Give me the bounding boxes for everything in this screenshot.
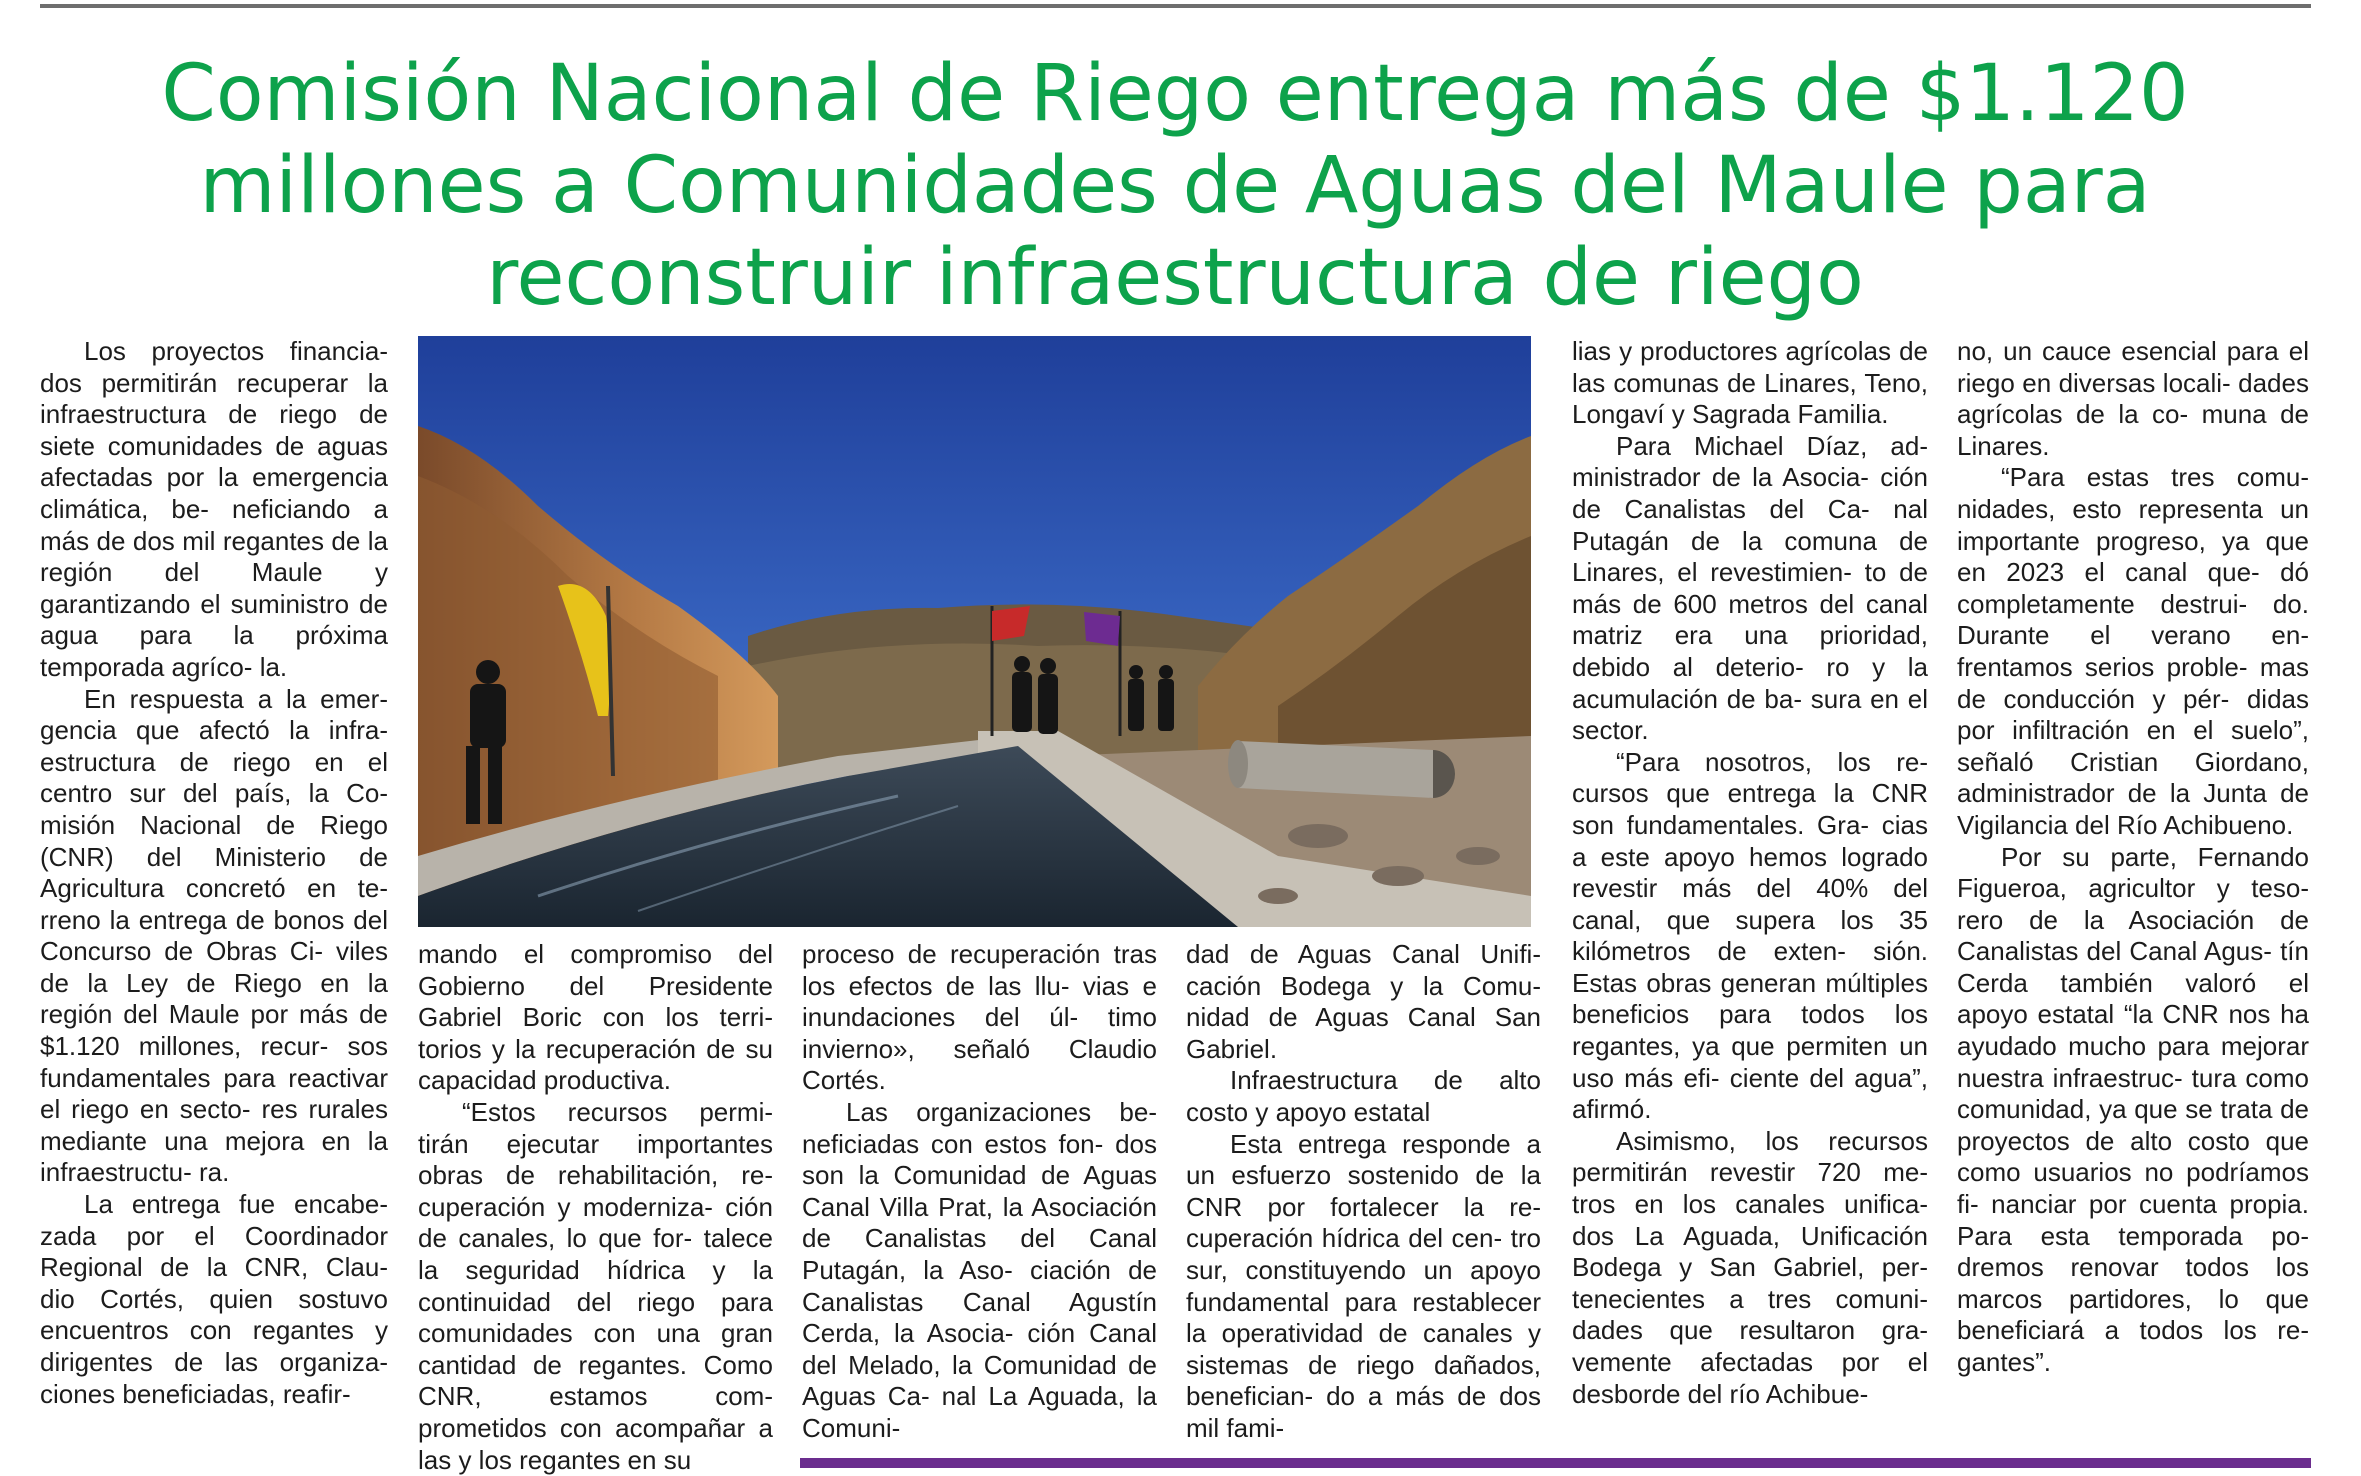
text-line: timo invierno», señaló — [802, 1002, 1157, 1064]
headline-line-2: millones a Comunidades de Aguas del Maule para — [199, 141, 2151, 231]
text-line: cuperación y moderniza- — [418, 1191, 713, 1222]
text-line: próxima temporada agríco- — [40, 620, 388, 682]
text-line: siete comunidades de — [40, 430, 305, 461]
paragraph — [802, 1097, 1157, 1445]
text-line: nidades, esto representa — [1957, 493, 2263, 524]
text-line: viles de la Ley de Riego en — [40, 936, 388, 998]
text-line: dio Cortés, quien sostuvo — [40, 1283, 388, 1314]
paragraph — [1957, 336, 2309, 462]
text-line: Figueroa, agricultor y teso- — [1957, 873, 2309, 904]
text-line: a un esfuerzo sostenido de — [1186, 1128, 1541, 1191]
text-line: ciación de Canalistas Canal — [802, 1254, 1157, 1317]
paragraph — [1957, 462, 2309, 841]
text-line: desborde del río Achibue- — [1572, 1378, 1869, 1409]
text-line: frentamos serios proble- — [1957, 651, 2248, 682]
text-line: Bodega y San Gabriel, per- — [1572, 1252, 1928, 1283]
text-line: suministro de agua para la — [40, 588, 388, 651]
canal-photo — [418, 336, 1531, 927]
text-line: dremos renovar todos los — [1957, 1252, 2309, 1283]
text-line: muna de Linares. — [1957, 399, 2309, 461]
text-line: ción de canales, lo que for- — [418, 1191, 773, 1254]
text-line: Las organizaciones be- — [846, 1096, 1157, 1127]
text-line: Como CNR, estamos com- — [418, 1349, 773, 1412]
headline — [60, 48, 2290, 324]
text-line: rreno la entrega de bonos — [40, 904, 345, 935]
text-line: Regional de la CNR, Clau- — [40, 1252, 388, 1283]
text-line: Maule y garantizando el — [40, 557, 388, 619]
text-line: de $1.120 millones, recur- — [40, 999, 388, 1062]
text-line: mas de conducción y pér- — [1957, 651, 2309, 714]
text-line: su capacidad productiva. — [418, 1033, 773, 1096]
text-line: tín Cerda también valoró el — [1957, 936, 2309, 998]
text-line: a las y los regantes en su — [418, 1412, 773, 1475]
text-line: Los proyectos financia- — [84, 336, 388, 366]
paragraph — [1186, 1065, 1541, 1128]
paragraph — [1572, 747, 1928, 1126]
text-line: neficiadas con estos fon- — [802, 1128, 1104, 1159]
text-line: Gabriel Boric con los terri- — [418, 1002, 773, 1033]
text-line: “Para estas tres comu- — [2001, 462, 2309, 493]
text-line: apoyo estatal “la CNR nos — [1957, 999, 2271, 1030]
bottom-rule — [800, 1458, 2311, 1468]
text-line: ha ayudado mucho para — [1957, 999, 2309, 1062]
text-line: dos son la Comunidad de — [802, 1128, 1157, 1191]
text-line: del canal matriz era una — [1572, 588, 1928, 651]
text-line: restablecer la operatividad — [1186, 1286, 1541, 1349]
text-line: En respuesta a la emer- — [84, 683, 388, 714]
paragraph — [802, 939, 1157, 1097]
text-line: del Canal Putagán, la Aso- — [802, 1223, 1157, 1285]
paragraph — [1186, 939, 1541, 1065]
text-line: centro sur del país, la Co- — [40, 778, 388, 809]
text-line: prioridad, debido al deterio- — [1572, 620, 1928, 682]
paragraph — [40, 684, 388, 1190]
text-line: vemente afectadas por el — [1572, 1347, 1928, 1377]
text-line: tros en los canales unifica- — [1572, 1189, 1928, 1220]
text-line: Giordano, administrador de — [1957, 746, 2309, 809]
text-line: la. — [259, 651, 288, 682]
text-line: torios y la recuperación de — [418, 1033, 736, 1064]
paragraph — [1957, 842, 2309, 1379]
text-line: Gobierno del Presidente — [418, 970, 773, 1001]
text-line: do a más de dos mil fami- — [1186, 1381, 1541, 1443]
text-line: Para Michael Díaz, ad- — [1616, 430, 1928, 461]
paragraph — [1186, 1129, 1541, 1445]
text-line: do. Durante el verano en- — [1957, 588, 2309, 651]
text-line: Gabriel. — [1186, 1033, 1278, 1064]
text-line: tirán ejecutar importantes — [418, 1128, 773, 1159]
text-line: cursos que entrega la CNR — [1572, 778, 1928, 809]
text-line: gantes”. — [1957, 1347, 2051, 1377]
text-line: reactivar el riego en secto- — [40, 1062, 388, 1125]
text-line: misión Nacional de Riego — [40, 809, 388, 840]
text-line: Asimismo, los recursos — [1616, 1125, 1928, 1156]
text-line: que en 2023 el canal que- — [1957, 525, 2309, 588]
text-line: de alto costo que como — [1957, 1125, 2309, 1188]
text-line: infraestructura de riego de — [40, 399, 388, 430]
paragraph — [1572, 431, 1928, 747]
text-line: la CNR por fortalecer la re- — [1186, 1160, 1541, 1222]
paragraph — [1572, 1126, 1928, 1410]
text-line: un importante progreso, ya — [1957, 493, 2309, 556]
article-column-5 — [1572, 336, 1928, 1410]
text-line: to de más de 600 metros — [1572, 557, 1928, 619]
paragraph — [418, 939, 773, 1097]
text-line: para comunidades con una — [418, 1286, 773, 1349]
text-line: vias e inundaciones del úl- — [802, 970, 1157, 1033]
text-line: tura como comunidad, ya — [1957, 1062, 2309, 1125]
text-line: talece la seguridad hídrica — [418, 1223, 773, 1285]
article-column-4 — [1186, 939, 1541, 1445]
article-column-1 — [40, 336, 388, 1410]
text-line: Claudio Cortés. — [802, 1033, 1157, 1096]
text-line: nidad de Aguas Canal San — [1186, 1002, 1541, 1033]
text-line: “Estos recursos permi- — [462, 1096, 773, 1127]
text-line: sos fundamentales para — [40, 1031, 388, 1093]
text-line: ciones beneficiadas, reafir- — [40, 1378, 351, 1409]
text-line: de las comunas de Linares, — [1572, 336, 1929, 398]
text-line: ción Canal del Melado, la — [802, 1318, 1158, 1380]
text-line: todos los regantes, ya que — [1572, 999, 1928, 1062]
text-line: sura en el sector. — [1572, 683, 1928, 746]
text-line: dirigentes de las organiza- — [40, 1347, 388, 1377]
headline-line-3: reconstruir infraestructura de riego — [486, 233, 1864, 323]
article-column-6 — [1957, 336, 2309, 1379]
text-line: Río Achibueno. — [2116, 809, 2294, 840]
text-line: la región del Maule por más — [40, 967, 388, 1030]
text-line: permiten un uso más efi- — [1572, 1031, 1928, 1093]
text-line: la Junta de Vigilancia del — [1957, 778, 2309, 840]
paragraph — [40, 336, 388, 684]
text-line: encuentros con regantes y — [40, 1315, 388, 1346]
text-line: estructura de riego en el — [40, 746, 388, 777]
article-column-2 — [418, 939, 773, 1476]
text-line: Agustín Cerda, la Asocia- — [802, 1286, 1157, 1349]
text-line: son fundamentales. Gra- — [1572, 809, 1870, 840]
text-line: Esta entrega responde — [1230, 1128, 1511, 1159]
text-line: no, un cauce esencial para — [1957, 336, 2279, 366]
text-line: y la continuidad del riego — [418, 1254, 773, 1317]
text-line: ministrador de la Asocia- — [1572, 462, 1869, 493]
text-line: dades que resultaron gra- — [1572, 1315, 1928, 1346]
text-line: logrado revestir más del — [1572, 841, 1928, 904]
text-line: el suelo”, señaló Cristian — [1957, 715, 2310, 777]
text-line: múltiples beneficios para — [1572, 967, 1928, 1030]
text-line: Canalistas del Canal Agus- — [1957, 936, 2272, 967]
text-line: permitirán revestir 720 me- — [1572, 1157, 1928, 1188]
text-line: aguas afectadas por la — [40, 430, 388, 493]
text-line: mando el compromiso del — [418, 939, 773, 969]
text-line: ciente del agua”, afirmó. — [1572, 1062, 1929, 1125]
text-line: ra. — [198, 1157, 230, 1188]
text-line: Para esta temporada po- — [1957, 1220, 2309, 1251]
text-line: neficiando a más de dos mil — [40, 493, 388, 556]
text-line: que se trata de proyectos — [1957, 1094, 2309, 1156]
text-line: cias a este apoyo hemos — [1572, 809, 1928, 872]
text-line: 40% del canal, que supera — [1572, 873, 1929, 935]
text-line: beneficiará a todos los re- — [1957, 1315, 2309, 1346]
text-line: didas por infiltración en — [1957, 683, 2309, 746]
top-rule — [40, 4, 2311, 8]
text-line: cuperación hídrica del cen- — [1186, 1223, 1503, 1254]
text-line: Por su parte, Fernando — [2001, 841, 2309, 872]
text-line: regantes de la región del — [40, 525, 388, 588]
paragraph — [1572, 336, 1928, 431]
text-line: rero de la Asociación de — [1957, 904, 2309, 935]
text-line: Aguas Canal Villa Prat, la — [802, 1160, 1157, 1222]
text-line: nal Putagán de la comuna — [1572, 493, 1928, 556]
text-line: costo y apoyo estatal — [1186, 1096, 1431, 1127]
text-line: usuarios no podríamos fi- — [1957, 1157, 2309, 1220]
text-line: nal La Aguada, la Comuni- — [802, 1381, 1157, 1443]
text-line: “Para nosotros, los re- — [1616, 746, 1928, 777]
text-line: Agricultura concretó en te- — [40, 873, 388, 904]
paragraph — [418, 1097, 773, 1476]
text-line: cación Bodega y la Comu- — [1186, 970, 1541, 1001]
text-line: Infraestructura de alto — [1230, 1065, 1541, 1096]
text-line: obras de rehabilitación, re- — [418, 1160, 773, 1191]
text-line: de canales y sistemas de — [1186, 1318, 1541, 1380]
text-line: tro sur, constituyendo un — [1186, 1223, 1541, 1285]
text-line: Familia. — [1797, 399, 1889, 430]
text-line: marcos partidores, lo que — [1957, 1283, 2309, 1314]
text-line: el riego en diversas locali- — [1957, 336, 2309, 398]
text-line: zada por el Coordinador — [40, 1220, 388, 1251]
text-line: gencia que afectó la infra- — [40, 715, 388, 746]
text-line: Comunidad de Aguas Ca- — [802, 1349, 1157, 1412]
text-line: ción de Canalistas del Ca- — [1572, 462, 1928, 524]
text-line: dades agrícolas de la co- — [1957, 367, 2309, 430]
text-line: gran cantidad de regantes. — [418, 1318, 773, 1380]
text-line: emergencia climática, be- — [40, 462, 388, 524]
text-line: nanciar por cuenta propia. — [1991, 1189, 2309, 1220]
text-line: (CNR) del Ministerio de — [40, 841, 388, 872]
text-line: tenecientes a tres comuni- — [1572, 1283, 1928, 1314]
text-line: mejora en la infraestructu- — [40, 1125, 388, 1188]
text-line: de Linares, el revestimien- — [1572, 525, 1928, 588]
text-line: ro y la acumulación de ba- — [1572, 651, 1928, 714]
text-line: dos La Aguada, Unificación — [1572, 1220, 1928, 1251]
text-line: tras los efectos de las llu- — [802, 939, 1157, 1001]
article-column-3 — [802, 939, 1157, 1445]
text-line: lias y productores agrícolas — [1572, 336, 1892, 366]
text-line: mejorar nuestra infraestruc- — [1957, 1031, 2309, 1093]
text-line: Teno, Longaví y Sagrada — [1572, 367, 1928, 430]
text-line: prometidos con acompañar — [418, 1412, 746, 1443]
headline-line-1: Comisión Nacional de Riego entrega más de $1.120 — [161, 49, 2189, 139]
text-line: dó completamente destrui- — [1957, 557, 2309, 619]
text-line: res rurales mediante una — [40, 1094, 388, 1156]
paragraph — [40, 1189, 388, 1410]
text-line: La entrega fue encabe- — [84, 1189, 388, 1220]
text-line: del Concurso de Obras Ci- — [40, 904, 388, 967]
text-line: dad de Aguas Canal Unifi- — [1186, 939, 1541, 969]
text-line: sión. Estas obras generan — [1572, 936, 1928, 998]
text-line: riego dañados, benefician- — [1186, 1349, 1541, 1412]
text-line: apoyo fundamental para — [1186, 1254, 1541, 1317]
text-line: Asociación de Canalistas — [802, 1191, 1157, 1254]
text-line: los 35 kilómetros de exten- — [1572, 904, 1928, 967]
text-line: dos permitirán recuperar la — [40, 367, 388, 398]
text-line: proceso de recuperación — [802, 939, 1101, 969]
